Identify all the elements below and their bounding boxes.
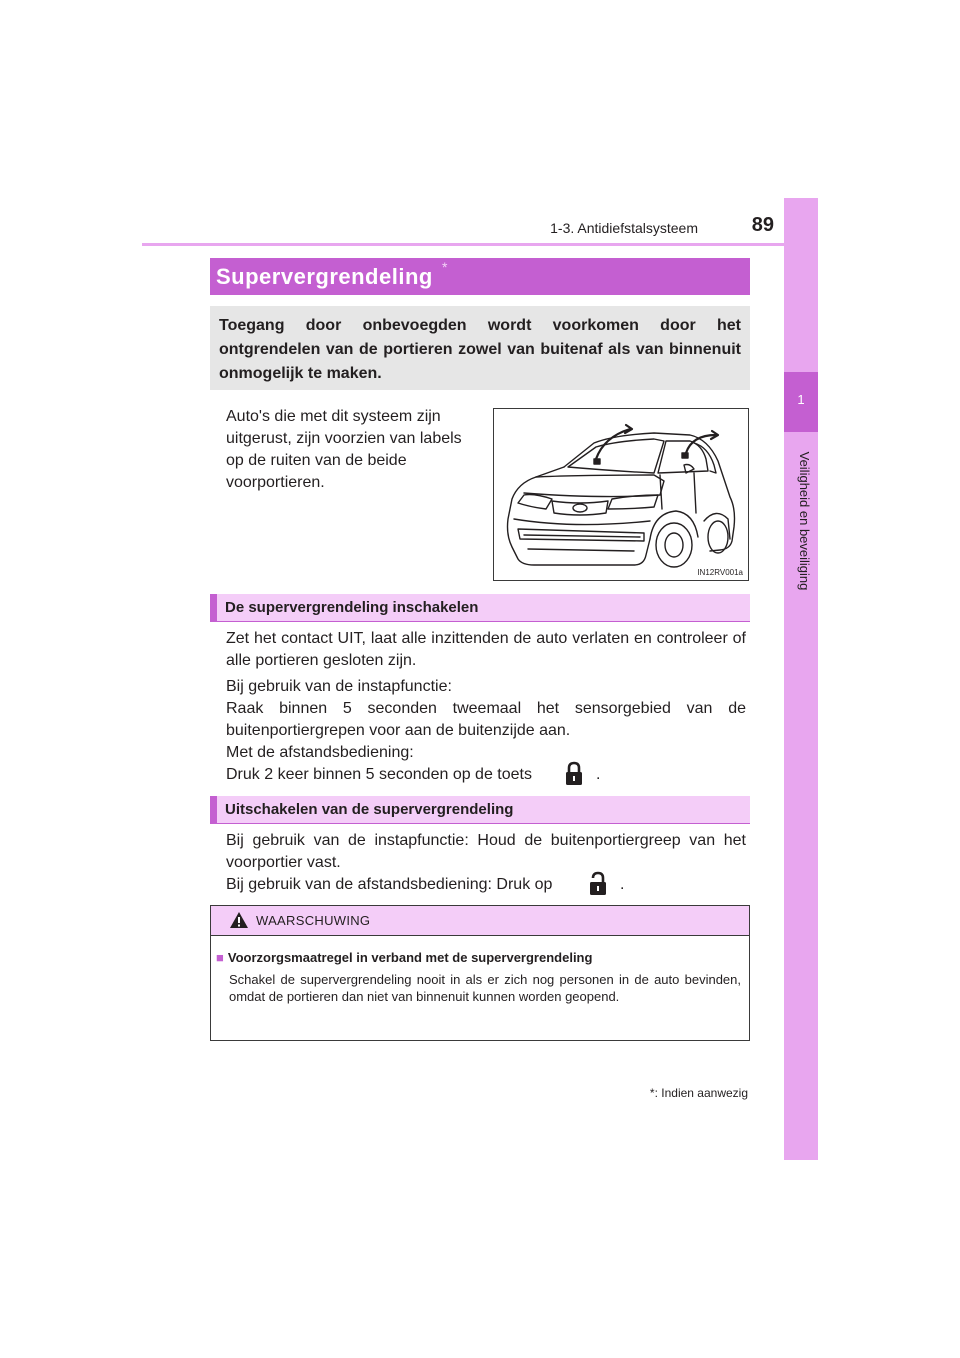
warning-item-title (216, 950, 744, 965)
warning-header (211, 906, 749, 936)
header-rule (142, 243, 818, 246)
optional-marker: * (442, 259, 448, 275)
disable-remote-end: . (620, 876, 625, 893)
enable-smart-label: Bij gebruik van de instapfunctie: (226, 678, 452, 695)
footnote (600, 1086, 748, 1100)
subheading-disable-text: Uitschakelen van de supervergrendeling (225, 801, 514, 818)
intro-text: Toegang door onbevoegden wordt voorkomen door het ontgrendelen van de portieren zowel van buitenaf als van binnenuit onmogelijk te maken. (219, 317, 741, 382)
page-number: 89 (751, 214, 774, 236)
warning-title: WAARSCHUWING (256, 913, 371, 928)
car-illustration-icon (494, 409, 749, 581)
disable-remote-text: Bij gebruik van de afstandsbediening: Druk op (226, 876, 553, 893)
section-reference: 1-3. Antidiefstalsysteem (550, 220, 698, 236)
chapter-number: 1 (797, 392, 805, 407)
disable-smart-text: Bij gebruik van de instapfunctie: Houd de buitenportiergreep van het voorportier vast. (226, 832, 746, 871)
footnote-marker: * (649, 1086, 655, 1100)
enable-paragraph: Zet het contact UIT, laat alle inzittenden de auto verlaten en controleer of alle portieren gesloten zijn. (226, 630, 746, 669)
footnote-text: : Indien aanwezig (654, 1086, 748, 1100)
chapter-title: Veiligheid en beveiliging (797, 451, 812, 591)
vehicle-label-paragraph: Auto's die met dit systeem zijn uitgerust, zijn voorzien van labels op de ruiten van de beide voorportieren. (226, 408, 462, 491)
chapter-side-tab (784, 198, 818, 1160)
intro-box (210, 306, 750, 390)
unlock-icon (587, 869, 609, 899)
enable-remote-text: Druk 2 keer binnen 5 seconden op de toets (226, 766, 532, 783)
vehicle-figure (493, 408, 749, 581)
subheading-enable-text: De supervergrendeling inschakelen (225, 599, 479, 616)
warning-triangle-icon (229, 911, 249, 929)
page-title: Supervergrendeling (216, 264, 433, 289)
warning-text: Schakel de supervergrendeling nooit in als er zich nog personen in de auto bevinden, omdat de portieren dan niet van binnenuit kunnen worden geopend. (229, 972, 741, 1004)
warning-bullet: ■ (216, 950, 224, 965)
warning-box (210, 905, 750, 1041)
subheading-enable (210, 594, 750, 622)
lock-icon (563, 759, 585, 789)
enable-remote-label: Met de afstandsbediening: (226, 744, 414, 761)
warning-item-title-text: Voorzorgsmaatregel in verband met de supervergrendeling (227, 950, 593, 965)
figure-code: IN12RV001a (697, 568, 743, 577)
subheading-disable (210, 796, 750, 824)
page-title-bar (210, 258, 750, 295)
enable-remote-end: . (596, 766, 601, 783)
enable-smart-text: Raak binnen 5 seconden tweemaal het sensorgebied van de buitenportiergrepen voor aan de buitenzijde aan. (226, 700, 746, 739)
